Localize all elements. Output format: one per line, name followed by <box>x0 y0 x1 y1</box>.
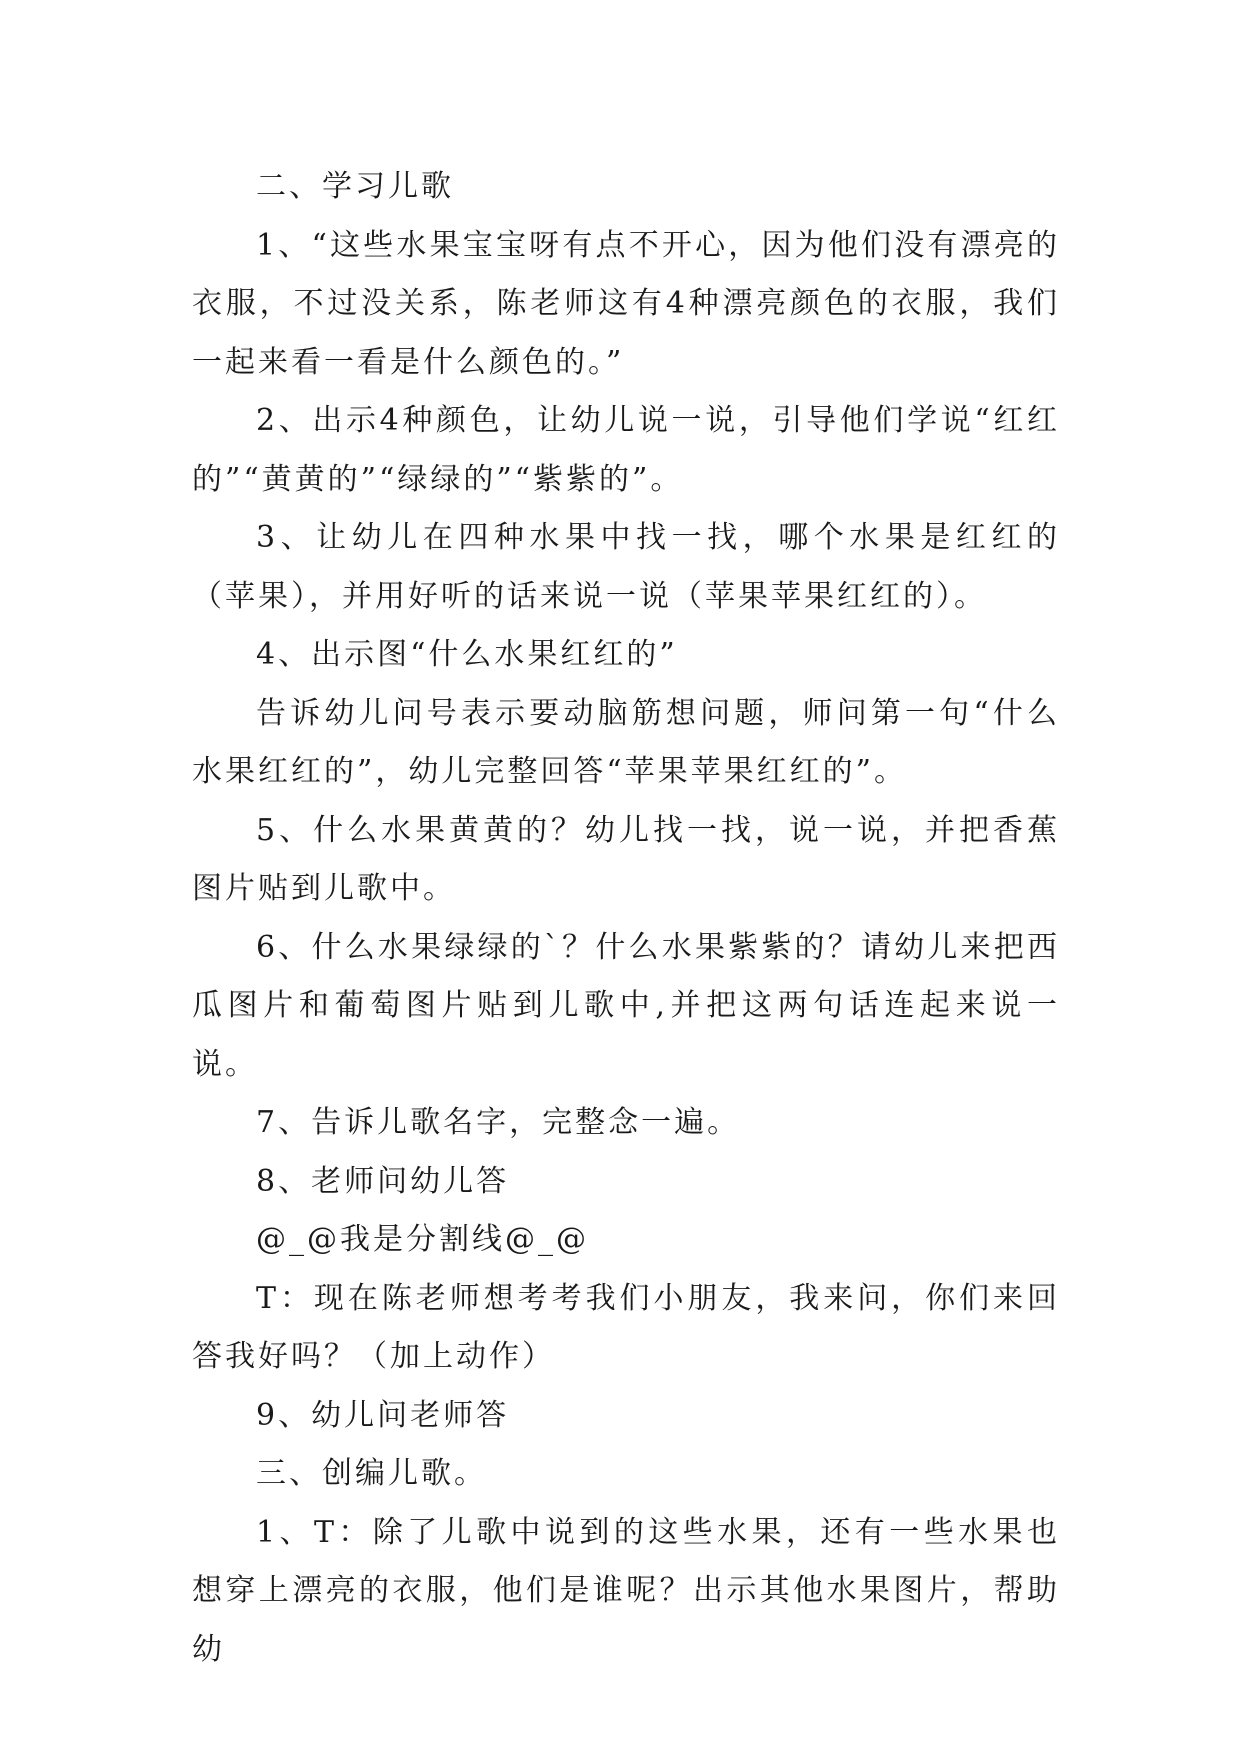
divider-text: @_@我是分割线@_@ <box>256 1222 589 1257</box>
document-body <box>192 158 1060 1679</box>
paragraph: 9、幼儿问老师答 <box>256 1397 510 1433</box>
paragraph: T：现在陈老师想考考我们小朋友，我来问，你们来回答我好吗？（加上动作） <box>192 1280 1060 1374</box>
paragraph: 8、老师问幼儿答 <box>256 1163 510 1199</box>
section-heading-create-song: 三、创编儿歌。 <box>256 1456 487 1491</box>
paragraph: 6、什么水果绿绿的`？什么水果紫紫的？请幼儿来把西瓜图片和葡萄图片贴到儿歌中,并把这两句话连起来说一说。 <box>192 929 1060 1082</box>
paragraph: 1、T：除了儿歌中说到的这些水果，还有一些水果也想穿上漂亮的衣服，他们是谁呢？出示其他水果图片，帮助幼 <box>192 1514 1060 1667</box>
paragraph: 1、“这些水果宝宝呀有点不开心，因为他们没有漂亮的衣服，不过没关系，陈老师这有4种漂亮颜色的衣服，我们一起来看一看是什么颜色的。” <box>192 227 1060 380</box>
section-heading-learn-song: 二、学习儿歌 <box>256 169 454 204</box>
paragraph: 告诉幼儿问号表示要动脑筋想问题，师问第一句“什么水果红红的”，幼儿完整回答“苹果苹果红红的”。 <box>192 695 1060 789</box>
paragraph: 2、出示4种颜色，让幼儿说一说，引导他们学说“红红的”“黄黄的”“绿绿的”“紫紫的”。 <box>192 403 1060 497</box>
paragraph: 3、让幼儿在四种水果中找一找，哪个水果是红红的（苹果），并用好听的话来说一说（苹果苹果红红的）。 <box>192 520 1060 614</box>
paragraph: 5、什么水果黄黄的？幼儿找一找，说一说，并把香蕉图片贴到儿歌中。 <box>192 812 1060 906</box>
paragraph: 7、告诉儿歌名字，完整念一遍。 <box>256 1105 741 1140</box>
paragraph: 4、出示图“什么水果红红的” <box>256 637 678 672</box>
